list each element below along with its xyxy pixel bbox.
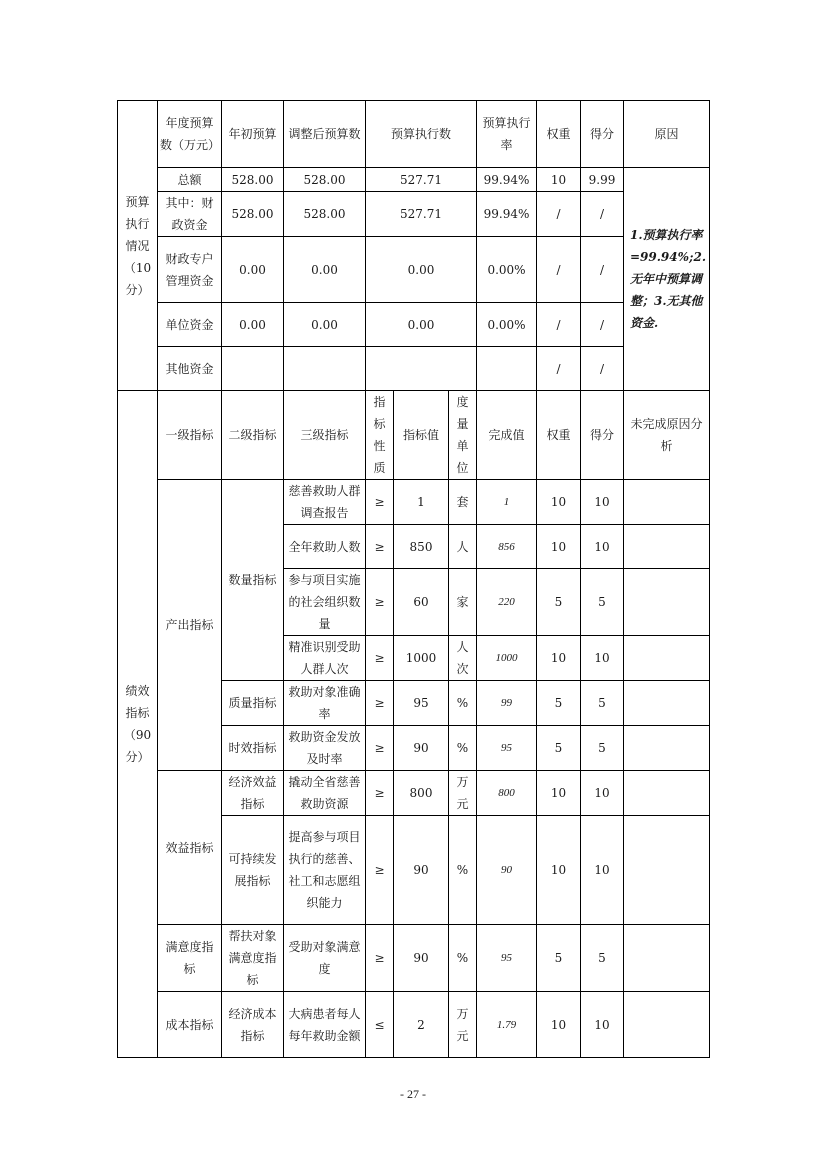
level2-quality: 质量指标 xyxy=(222,681,284,726)
budget-weight: / xyxy=(537,303,581,347)
budget-header: 原因 xyxy=(624,101,710,168)
indicator-op: ≥ xyxy=(366,525,394,569)
perf-header: 三级指标 xyxy=(284,391,366,480)
indicator-target: 90 xyxy=(394,925,449,992)
indicator-actual: 90 xyxy=(477,816,537,925)
budget-header: 年初预算 xyxy=(222,101,284,168)
page-number: - 27 - xyxy=(400,1087,426,1101)
indicator-target: 90 xyxy=(394,726,449,771)
budget-score: / xyxy=(581,347,624,391)
indicator-actual: 1.79 xyxy=(477,992,537,1058)
indicator-target: 800 xyxy=(394,771,449,816)
budget-row xyxy=(118,192,710,237)
indicator-reason xyxy=(624,480,710,525)
budget-executed: 0.00 xyxy=(366,237,477,303)
budget-rate: 99.94% xyxy=(477,168,537,192)
budget-header: 权重 xyxy=(537,101,581,168)
level2-economic-cost: 经济成本指标 xyxy=(222,992,284,1058)
budget-weight: 10 xyxy=(537,168,581,192)
indicator-score: 10 xyxy=(581,992,624,1058)
indicator-reason xyxy=(624,816,710,925)
indicator-unit: % xyxy=(449,726,477,771)
indicator-name: 慈善救助人群调查报告 xyxy=(284,480,366,525)
level1-satisfaction: 满意度指标 xyxy=(158,925,222,992)
indicator-reason xyxy=(624,681,710,726)
indicator-score: 5 xyxy=(581,569,624,636)
budget-weight: / xyxy=(537,192,581,237)
indicator-reason xyxy=(624,925,710,992)
indicator-score: 5 xyxy=(581,726,624,771)
budget-rate: 0.00% xyxy=(477,303,537,347)
perf-header: 完成值 xyxy=(477,391,537,480)
indicator-op: ≥ xyxy=(366,681,394,726)
level2-quantity: 数量指标 xyxy=(222,480,284,681)
indicator-weight: 10 xyxy=(537,992,581,1058)
budget-adjusted xyxy=(284,347,366,391)
indicator-score: 5 xyxy=(581,925,624,992)
indicator-row xyxy=(118,480,710,525)
indicator-name: 提高参与项目执行的慈善、社工和志愿组织能力 xyxy=(284,816,366,925)
indicator-unit: 套 xyxy=(449,480,477,525)
indicator-op: ≥ xyxy=(366,771,394,816)
budget-rate: 99.94% xyxy=(477,192,537,237)
indicator-score: 10 xyxy=(581,771,624,816)
budget-adjusted: 0.00 xyxy=(284,303,366,347)
indicator-target: 90 xyxy=(394,816,449,925)
perf-header: 权重 xyxy=(537,391,581,480)
indicator-target: 60 xyxy=(394,569,449,636)
indicator-unit: 万元 xyxy=(449,992,477,1058)
budget-initial: 0.00 xyxy=(222,303,284,347)
budget-row xyxy=(118,168,710,192)
indicator-score: 5 xyxy=(581,681,624,726)
budget-row-label: 单位资金 xyxy=(158,303,222,347)
indicator-unit: 人次 xyxy=(449,636,477,681)
level2-timeliness: 时效指标 xyxy=(222,726,284,771)
indicator-weight: 10 xyxy=(537,816,581,925)
budget-row-label: 总额 xyxy=(158,168,222,192)
budget-weight: / xyxy=(537,347,581,391)
indicator-reason xyxy=(624,525,710,569)
indicator-score: 10 xyxy=(581,636,624,681)
indicator-actual: 220 xyxy=(477,569,537,636)
indicator-actual: 1 xyxy=(477,480,537,525)
indicator-target: 1000 xyxy=(394,636,449,681)
budget-executed: 0.00 xyxy=(366,303,477,347)
indicator-op: ≥ xyxy=(366,569,394,636)
indicator-weight: 10 xyxy=(537,525,581,569)
indicator-actual: 800 xyxy=(477,771,537,816)
perf-header: 未完成原因分析 xyxy=(624,391,710,480)
perf-header: 度量单位 xyxy=(449,391,477,480)
indicator-target: 2 xyxy=(394,992,449,1058)
budget-rate: 0.00% xyxy=(477,237,537,303)
indicator-unit: % xyxy=(449,681,477,726)
level2-economic-benefit: 经济效益指标 xyxy=(222,771,284,816)
indicator-target: 95 xyxy=(394,681,449,726)
indicator-name: 救助对象准确率 xyxy=(284,681,366,726)
indicator-actual: 95 xyxy=(477,726,537,771)
indicator-weight: 5 xyxy=(537,569,581,636)
indicator-reason xyxy=(624,771,710,816)
indicator-name: 受助对象满意度 xyxy=(284,925,366,992)
indicator-unit: 万元 xyxy=(449,771,477,816)
level2-beneficiary-satisfaction: 帮扶对象满意度指标 xyxy=(222,925,284,992)
indicator-reason xyxy=(624,569,710,636)
indicator-unit: % xyxy=(449,925,477,992)
budget-score: 9.99 xyxy=(581,168,624,192)
indicator-op: ≥ xyxy=(366,636,394,681)
indicator-op: ≤ xyxy=(366,992,394,1058)
budget-row xyxy=(118,237,710,303)
budget-row xyxy=(118,303,710,347)
indicator-score: 10 xyxy=(581,525,624,569)
indicator-actual: 1000 xyxy=(477,636,537,681)
indicator-op: ≥ xyxy=(366,726,394,771)
indicator-name: 大病患者每人每年救助金额 xyxy=(284,992,366,1058)
performance-evaluation-table xyxy=(117,100,710,1058)
budget-initial: 528.00 xyxy=(222,168,284,192)
level1-benefit: 效益指标 xyxy=(158,771,222,925)
budget-initial: 0.00 xyxy=(222,237,284,303)
indicator-weight: 10 xyxy=(537,480,581,525)
budget-weight: / xyxy=(537,237,581,303)
perf-header: 指标性质 xyxy=(366,391,394,480)
perf-header: 指标值 xyxy=(394,391,449,480)
indicator-name: 参与项目实施的社会组织数量 xyxy=(284,569,366,636)
indicator-name: 全年救助人数 xyxy=(284,525,366,569)
indicator-weight: 10 xyxy=(537,636,581,681)
indicator-name: 撬动全省慈善救助资源 xyxy=(284,771,366,816)
budget-executed xyxy=(366,347,477,391)
level2-sustainable: 可持续发展指标 xyxy=(222,816,284,925)
budget-header: 得分 xyxy=(581,101,624,168)
budget-initial: 528.00 xyxy=(222,192,284,237)
budget-header: 年度预算数（万元） xyxy=(158,101,222,168)
budget-header: 调整后预算数 xyxy=(284,101,366,168)
perf-header: 二级指标 xyxy=(222,391,284,480)
budget-adjusted: 0.00 xyxy=(284,237,366,303)
perf-header: 一级指标 xyxy=(158,391,222,480)
budget-score: / xyxy=(581,192,624,237)
budget-rate xyxy=(477,347,537,391)
level1-cost: 成本指标 xyxy=(158,992,222,1058)
level1-output: 产出指标 xyxy=(158,480,222,771)
indicator-target: 850 xyxy=(394,525,449,569)
indicator-reason xyxy=(624,726,710,771)
indicator-weight: 10 xyxy=(537,771,581,816)
budget-initial xyxy=(222,347,284,391)
indicator-op: ≥ xyxy=(366,480,394,525)
indicator-target: 1 xyxy=(394,480,449,525)
budget-executed: 527.71 xyxy=(366,168,477,192)
performance-section-label: 绩效指标（90分） xyxy=(118,391,158,1058)
indicator-name: 救助资金发放及时率 xyxy=(284,726,366,771)
budget-row-label: 其中：财政资金 xyxy=(158,192,222,237)
indicator-actual: 99 xyxy=(477,681,537,726)
indicator-row xyxy=(118,925,710,992)
indicator-actual: 856 xyxy=(477,525,537,569)
budget-section-label: 预算执行情况（10分） xyxy=(118,101,158,391)
budget-header: 预算执行数 xyxy=(366,101,477,168)
budget-score: / xyxy=(581,303,624,347)
indicator-actual: 95 xyxy=(477,925,537,992)
indicator-reason xyxy=(624,636,710,681)
budget-adjusted: 528.00 xyxy=(284,192,366,237)
indicator-unit: 家 xyxy=(449,569,477,636)
indicator-op: ≥ xyxy=(366,925,394,992)
indicator-score: 10 xyxy=(581,816,624,925)
indicator-row xyxy=(118,992,710,1058)
indicator-weight: 5 xyxy=(537,925,581,992)
budget-adjusted: 528.00 xyxy=(284,168,366,192)
budget-row xyxy=(118,347,710,391)
budget-row-label: 财政专户管理资金 xyxy=(158,237,222,303)
indicator-name: 精准识别受助人群人次 xyxy=(284,636,366,681)
indicator-unit: 人 xyxy=(449,525,477,569)
indicator-reason xyxy=(624,992,710,1058)
indicator-row xyxy=(118,771,710,816)
budget-score: / xyxy=(581,237,624,303)
budget-executed: 527.71 xyxy=(366,192,477,237)
budget-reason: 1.预算执行率=99.94%;2.无年中预算调整；3.无其他资金. xyxy=(624,168,710,391)
indicator-op: ≥ xyxy=(366,816,394,925)
indicator-score: 10 xyxy=(581,480,624,525)
indicator-weight: 5 xyxy=(537,681,581,726)
indicator-weight: 5 xyxy=(537,726,581,771)
budget-row-label: 其他资金 xyxy=(158,347,222,391)
indicator-unit: % xyxy=(449,816,477,925)
perf-header: 得分 xyxy=(581,391,624,480)
budget-header: 预算执行率 xyxy=(477,101,537,168)
